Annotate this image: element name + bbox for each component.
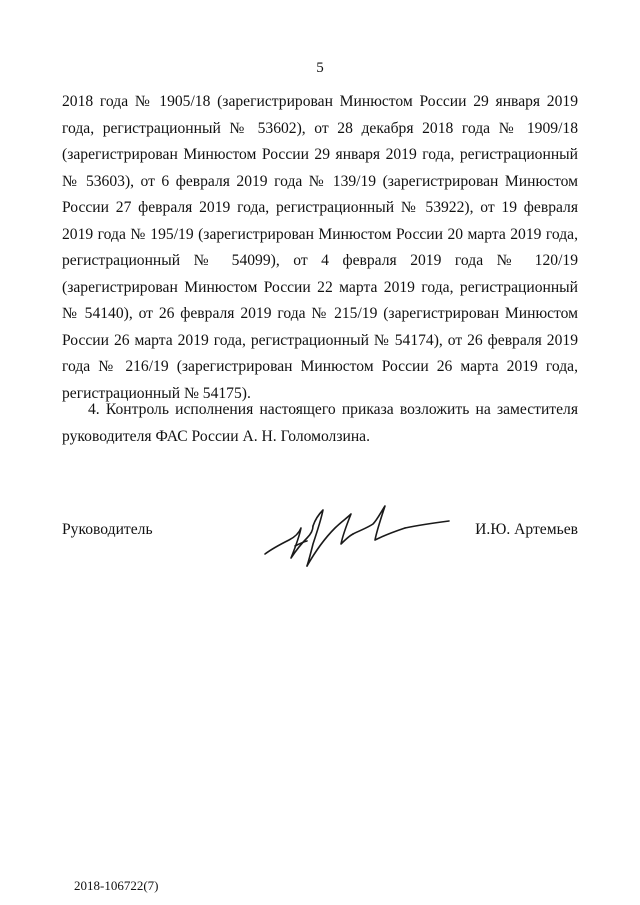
signatory-name: И.Ю. Артемьев: [475, 521, 578, 538]
handwritten-signature-icon: [255, 500, 455, 572]
page-number: 5: [316, 60, 324, 76]
body-paragraph-1: 2018 года № 1905/18 (зарегистрирован Минюстом России 29 января 2019 года, регистрационный № 53602), от 28 декабря 2018 года № 1909/18 (зарегистрирован Минюстом России 29 января 2019 года, регистрационный № 53603), от 6 февраля 2019 года № 139/19 (зарегистрирован Минюстом России 27 февраля 2019 года, регистрационный № 53922), от 19 февраля 2019 года № 195/19 (зарегистрирован Минюстом России 20 марта 2019 года, регистрационный № 54099), от 4 февраля 2019 года № 120/19 (зарегистрирован Минюстом России 22 марта 2019 года, регистрационный № 54140), от 26 февраля 2019 года № 215/19 (зарегистрирован Минюстом России 26 марта 2019 года, регистрационный № 54174), от 26 февраля 2019 года № 216/19 (зарегистрирован Минюстом России 26 марта 2019 года, регистрационный № 54175).: [62, 93, 578, 402]
document-id: 2018-106722(7): [74, 878, 159, 893]
body-paragraph-2: 4. Контроль исполнения настоящего приказа возложить на заместителя руководителя ФАС России А. Н. Голомолзина.: [62, 401, 578, 445]
signatory-title: Руководитель: [62, 521, 153, 538]
